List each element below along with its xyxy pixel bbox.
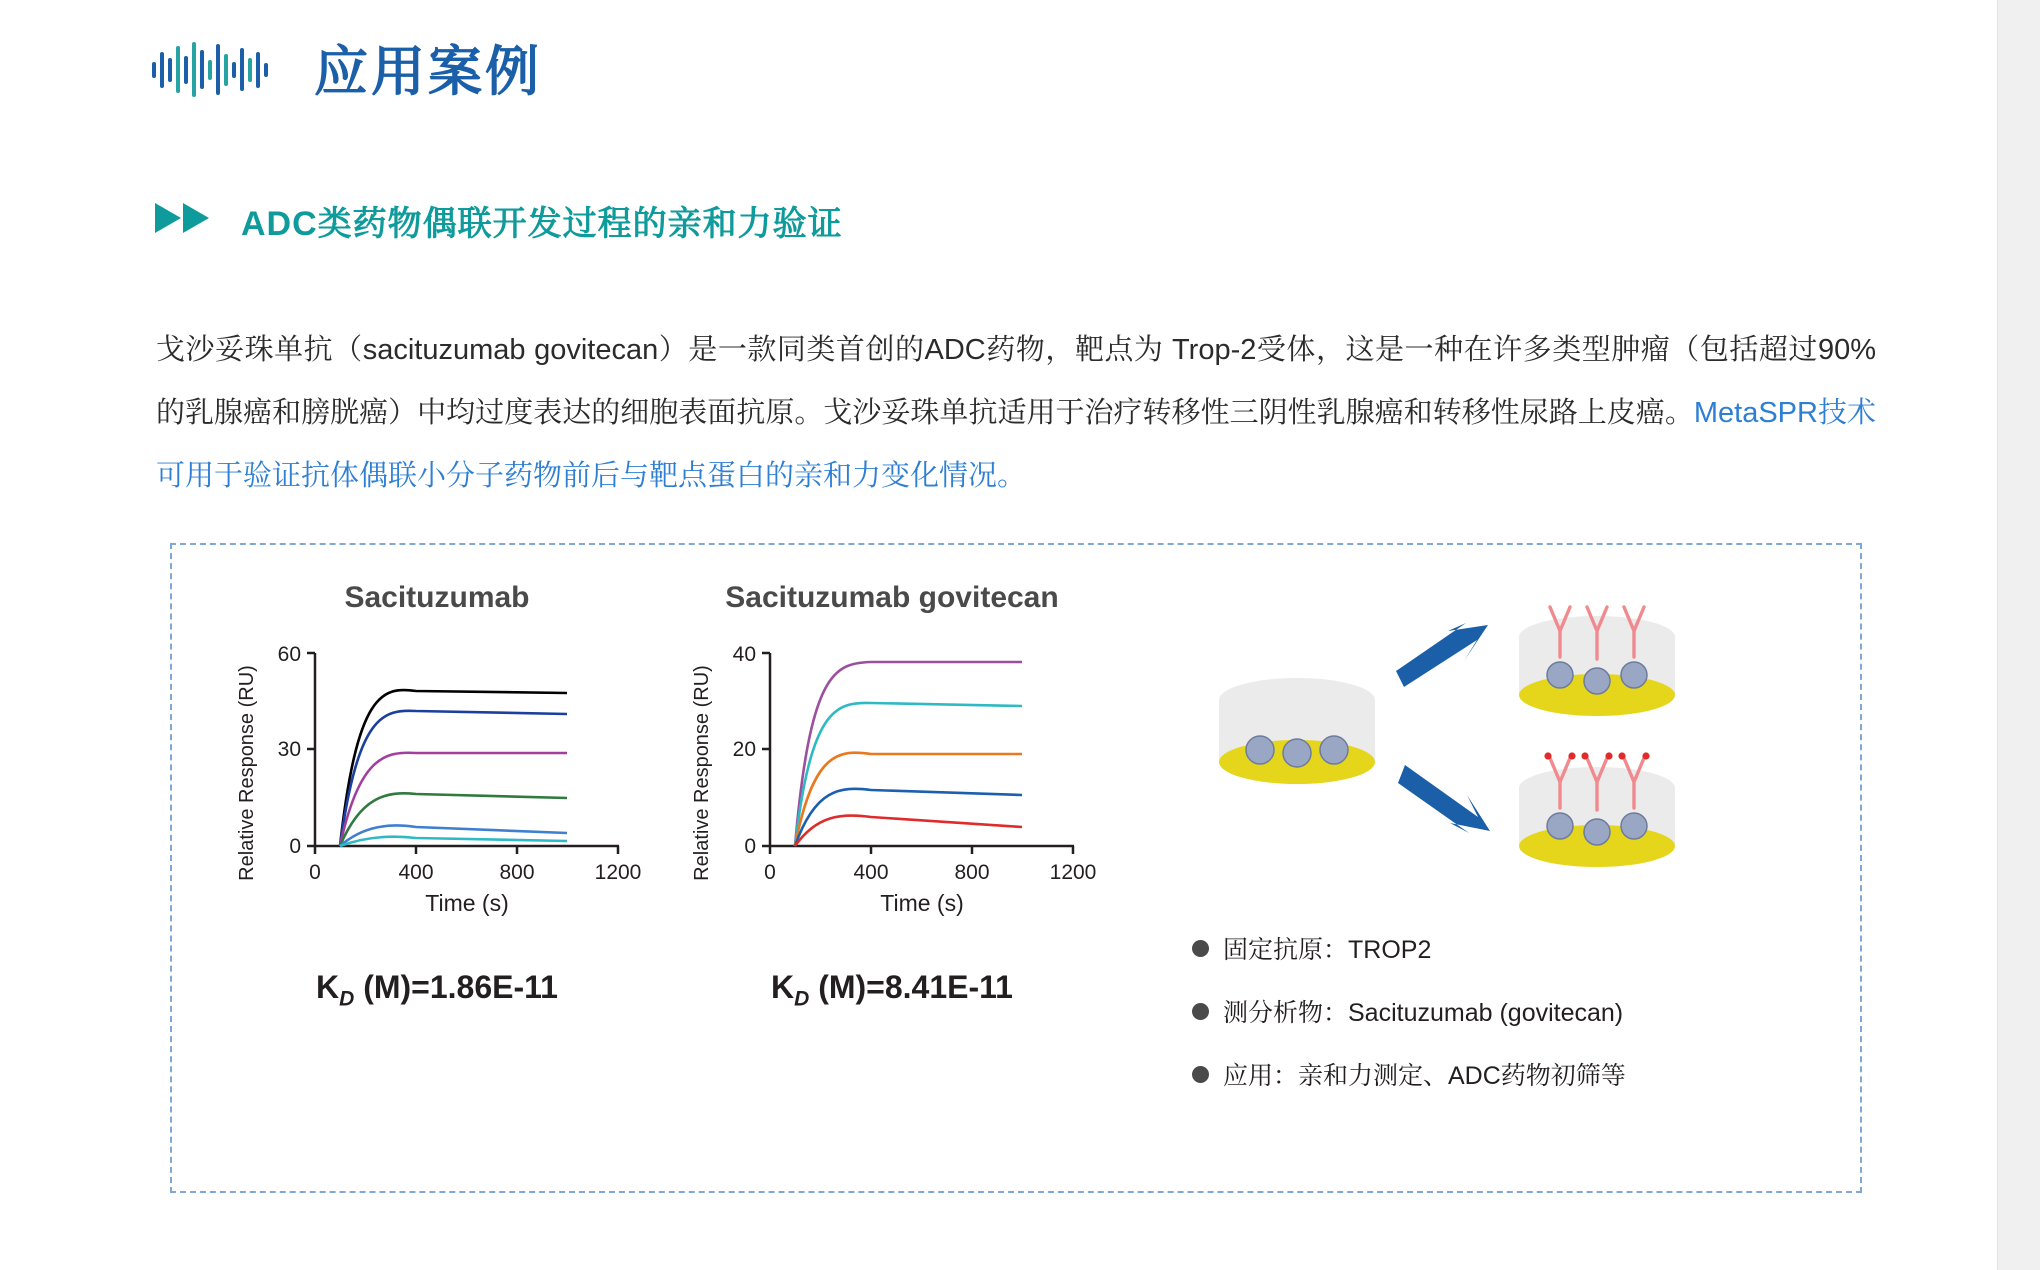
svg-text:800: 800 — [499, 861, 535, 884]
legend-item-label: 应用：亲和力测定、ADC药物初筛等 — [1223, 1062, 1626, 1090]
page-header — [150, 38, 542, 105]
svg-text:60: 60 — [277, 643, 301, 666]
waveform-icon — [150, 38, 272, 105]
legend-item-label: 固定抗原：TROP2 — [1223, 936, 1432, 964]
svg-text:0: 0 — [289, 835, 301, 858]
page-title: 应用案例 — [314, 41, 542, 102]
chart-title-2: Sacituzumab govitecan — [725, 581, 1059, 614]
legend-item — [1192, 930, 1812, 966]
chart-block-sacituzumab-govitecan — [662, 581, 1122, 1011]
svg-text:0: 0 — [764, 861, 776, 884]
body-text-main: 戈沙妥珠单抗（sacituzumab govitecan）是一款同类首创的ADC药物，靶点为 Trop-2受体，这是一种在许多类型肿瘤（包括超过90%的乳腺癌和膀胱癌）中均过度表达的细胞表面抗原。戈沙妥珠单抗适用于治疗转移性三阴性乳腺癌和转移性尿路上皮癌。 — [156, 334, 1876, 429]
body-text-highlight: MetaSPR技术可用于验证抗体偶联小分子药物前后与靶点蛋白的亲和力变化情况。 — [156, 397, 1876, 492]
figure-legend — [1192, 930, 1812, 1119]
svg-text:Time (s): Time (s) — [425, 890, 509, 916]
svg-text:1200: 1200 — [1049, 861, 1097, 884]
bullet-icon — [1192, 940, 1209, 957]
double-arrow-icon — [155, 201, 213, 240]
chip-source — [1219, 678, 1375, 784]
chart-figure-1 — [222, 623, 652, 923]
svg-text:30: 30 — [277, 738, 301, 761]
chart-block-sacituzumab — [222, 581, 652, 1011]
page-right-margin — [1997, 0, 2040, 1270]
svg-text:0: 0 — [309, 861, 321, 884]
flow-arrows — [1396, 623, 1490, 833]
figure-panel — [170, 543, 1862, 1193]
svg-text:Relative Response (RU): Relative Response (RU) — [691, 665, 713, 881]
section-heading — [155, 196, 843, 245]
svg-text:Time (s): Time (s) — [880, 890, 964, 916]
svg-text:400: 400 — [853, 861, 889, 884]
assay-schematic-diagram — [1192, 595, 1812, 910]
section-title: ADC类药物偶联开发过程的亲和力验证 — [241, 205, 843, 243]
chip-antibody-top — [1519, 607, 1675, 716]
legend-item-label: 测分析物：Sacituzumab (govitecan) — [1223, 999, 1624, 1027]
body-paragraph — [156, 319, 1876, 508]
chip-antibody-bottom — [1519, 752, 1675, 867]
svg-text:800: 800 — [954, 861, 990, 884]
svg-text:40: 40 — [732, 643, 756, 666]
kd-value-1: $K_D$ (M)=1.86E-11 — [316, 969, 558, 1011]
legend-item — [1192, 993, 1812, 1029]
bullet-icon — [1192, 1066, 1209, 1083]
svg-text:Relative Response (RU): Relative Response (RU) — [236, 665, 258, 881]
chart-figure-2 — [662, 623, 1122, 923]
bullet-icon — [1192, 1003, 1209, 1020]
svg-text:0: 0 — [744, 835, 756, 858]
chart-title-1: Sacituzumab — [344, 581, 530, 614]
svg-text:400: 400 — [398, 861, 434, 884]
svg-text:1200: 1200 — [594, 861, 642, 884]
legend-item — [1192, 1056, 1812, 1092]
kd-value-2: $K_D$ (M)=8.41E-11 — [771, 969, 1013, 1011]
svg-text:20: 20 — [732, 738, 756, 761]
